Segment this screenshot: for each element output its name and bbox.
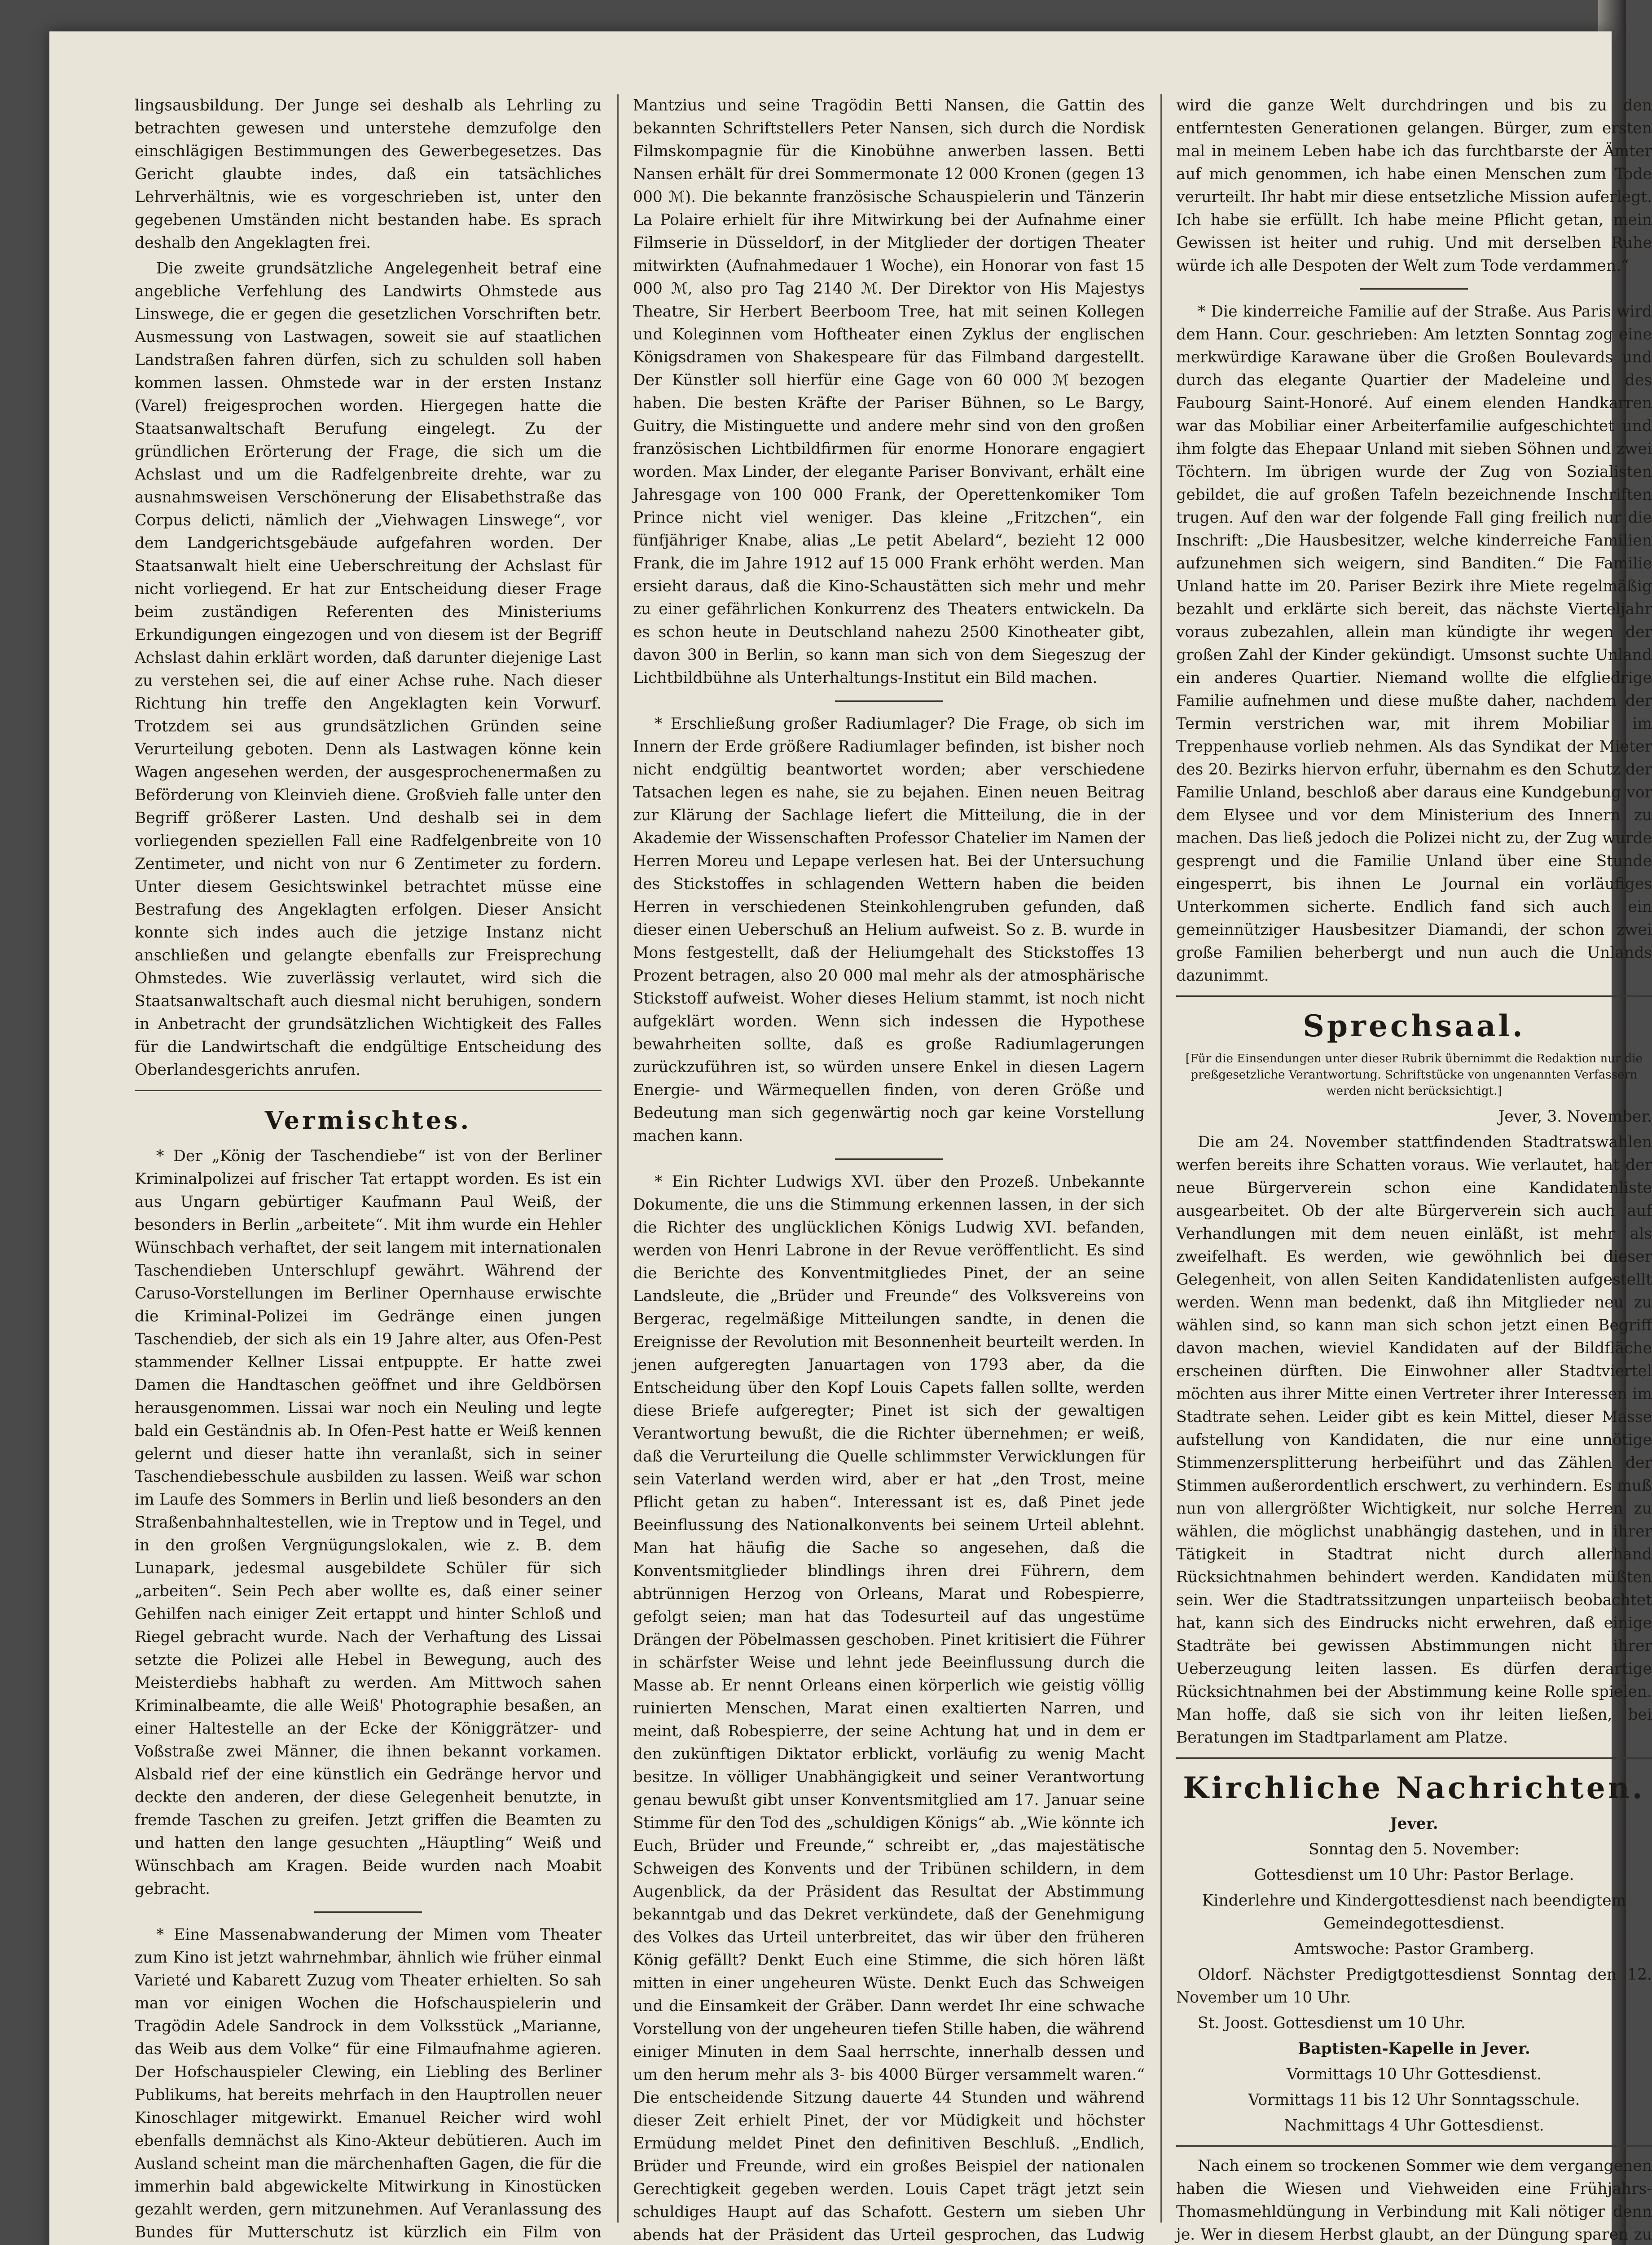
divider (314, 1911, 422, 1913)
section-heading-kirchliche: Kirchliche Nachrichten. (1183, 1770, 1645, 1805)
paragraph: Die zweite grundsätzliche Angelegenheit betraf eine angebliche Verfehlung des Landwirts Ohmstede aus Linswege, die er gegen die gesetzlichen Vorschriften betr. Ausmessung von Lastwagen, soweit sie auf staatlichen Landstraßen fahren dürfen, sich zu schulden soll haben kommen lassen. Ohmstede war in der ersten Instanz (Varel) freigesprochen worden. Hiergegen hatte die Staatsanwaltschaft Berufung eingelegt. Zu der gründlichen Erörterung der Frage, die sich um die Achslast und um die Radfelgenbreite drehte, war zu ausnahmsweisen Verschönerung der Elisabethstraße das Corpus delicti, nämlich der „Viehwagen Linswege“, vor dem Landgerichtsgebäude aufgefahren worden. Der Staatsanwalt hielt eine Ueberschreitung der Achslast für nicht vorliegend. Er hat zur Entscheidung dieser Frage beim zuständigen Referenten des Ministeriums Erkundigungen eingezogen und von diesem ist der Begriff Achslast dahin erklärt worden, daß darunter diejenige Last zu verstehen sei, die auf einer Achse ruhe. Nach dieser Richtung hin treffe den Angeklagten kein Vorwurf. Trotzdem sei aus grundsätzlichen Gründen seine Verurteilung geboten. Denn als Lastwagen könne kein Wagen angesehen werden, der ausgesprochenermaßen zu Beförderung von Kleinvieh diene. Großvieh falle unter den Begriff größerer Lasten. Und deshalb sei in dem vorliegenden speziellen Fall eine Radfelgenbreite von 10 Zentimeter, und nicht von nur 6 Zentimeter zu fordern. Unter diesem Gesichtswinkel betrachtet müsse eine Bestrafung des Angeklagten erfolgen. Dieser Ansicht konnte sich indes auch die jetzige Instanz nicht anschließen und gelangte ebenfalls zur Freisprechung Ohmstedes. Wie zuverlässig verlautet, wird sich die Staatsanwaltschaft auch diesmal nicht beruhigen, sondern in Anbetracht der grundsätzlichen Wichtigkeit des Falles für die Landwirtschaft die endgültige Entscheidung des Oberlandesgerichts anrufen. (135, 260, 602, 1079)
section-heading-sprechsaal: Sprechsaal. (1303, 1008, 1525, 1043)
divider (1360, 288, 1468, 290)
church-line: Amtswoche: Pastor Gramberg. (1294, 1940, 1534, 1958)
column-3 (1176, 94, 1652, 2245)
disclaimer: [Für die Einsendungen unter dieser Rubrik übernimmt die Redaktion nur die preßgesetzliche Verantwortung. Schriftstücke von ungenannten Verfassern werden nicht berücksichtigt.] (1185, 1052, 1643, 1098)
paragraph: lingsausbildung. Der Junge sei deshalb als Lehrling zu betrachten gewesen und unterstehe demzufolge den einschlägigen Bestimmungen des Gewerbegesetzes. Das Gericht glaubte indes, daß ein tatsächliches Lehrverhältnis, wie es vorgeschrieben ist, unter den gegebenen Umständen nicht bestanden habe. Es sprach deshalb den Angeklagten frei. (135, 97, 602, 252)
divider (835, 700, 943, 702)
article-mimen: * Eine Massenabwanderung der Mimen vom Theater zum Kino ist jetzt wahrnehmbar, ähnlich wie früher einmal Varieté und Kabarett Zuzug vom Theater erhielten. So sah man vor einigen Wochen die Hofschauspielerin und Tragödin Adele Sandrock in dem Volksstück „Marianne, das Weib aus dem Volke“ für eine Filmaufnahme agieren. Der Hofschauspieler Clewing, ein Liebling des Berliner Publikums, hat bereits mehrfach in den Hauptrollen neuer Kinoschlager mitgewirkt. Emanuel Reicher wird wohl ebenfalls demnächst als Kino-Akteur debütieren. Auch im Ausland scheint man die märchenhaften Gagen, die für die immerhin bald abgewickelte Mitwirkung in Kinostücken gezahlt werden, gern mitzunehmen. Auf Veranlassung des Bundes für Mutterschutz ist kürzlich ein Film von (135, 1926, 602, 2241)
newspaper-page (49, 31, 1652, 2245)
church-line: St. Joost. Gottesdienst um 10 Uhr. (1198, 2014, 1466, 2032)
church-line: Gottesdienst um 10 Uhr: Pastor Berlage. (1254, 1866, 1574, 1884)
church-line: Jever. (1390, 1815, 1438, 1833)
divider (835, 1158, 943, 1160)
article-mimen-continued: Mantzius und seine Tragödin Betti Nansen, die Gattin des bekannten Schriftstellers Peter Nansen, sich durch die Nordisk Filmskompagnie für die Kinobühne anwerben lassen. Betti Nansen erhält für drei Sommermonate 12 000 Kronen (gegen 13 000 ℳ). Die bekannte französische Schauspielerin und Tänzerin La Polaire erhielt für ihre Mitwirkung bei der Aufnahme einer Filmserie in Düsseldorf, in der Mitglieder der dortigen Theater mitwirkten (Aufnahmedauer 1 Woche), ein Honorar von fast 15 000 ℳ, also pro Tag 2140 ℳ. Der Direktor von His Majestys Theatre, Sir Herbert Beerboom Tree, hat mit seinen Kollegen und Koleginnen vom Hoftheater einen Zyklus der englischen Königsdramen von Shakespeare für das Filmband dargestellt. Der Künstler soll hierfür eine Gage von 60 000 ℳ bezogen haben. Die besten Kräfte der Pariser Bühnen, so Le Bargy, Guitry, die Mistinguette und andere mehr sind von den großen französischen Lichtbildfirmen für enorme Honorare engagiert worden. Max Linder, der elegante Pariser Bonvivant, erhält eine Jahresgage von 100 000 Frank, der Operettenkomiker Tom Prince nicht viel weniger. Das kleine „Fritzchen“, ein fünfjähriger Knabe, alias „Le petit Abelard“, bezieht 12 000 Frank, die im Jahre 1912 auf 15 000 Frank erhöht werden. Man ersieht daraus, daß die Kino-Schaustätten sich mehr und mehr zu einer gefährlichen Konkurrenz des Theaters entwickeln. Da es schon heute in Deutschland nahezu 2500 Kinotheater gibt, davon 300 in Berlin, so kann man sich von dem Siegeszug der Lichtbildbühne als Unterhaltungs-Institut ein Bild machen. (633, 97, 1145, 687)
divider (135, 1090, 602, 1091)
church-line: Vormittags 10 Uhr Gottesdienst. (1287, 2065, 1542, 2083)
dateline: Jever, 3. November. (1498, 1108, 1652, 1126)
section-heading-vermischtes: Vermischtes. (264, 1106, 472, 1135)
divider (1176, 2145, 1652, 2147)
church-line: Vormittags 11 bis 12 Uhr Sonntagsschule. (1248, 2091, 1580, 2109)
column-rule (617, 94, 619, 2223)
church-line: Nachmittags 4 Uhr Gottesdienst. (1284, 2117, 1544, 2135)
paragraph: wird die ganze Welt durchdringen und bis zu den entferntesten Generationen gelangen. Bürger, zum ersten mal in meinem Leben habe ich das furchtbarste der Ämter auf mich genommen, ich habe einen Menschen zum Tode verurteilt. Ihr habt mir diese entsetzliche Mission auferlegt. Ich habe sie erfüllt. Ich habe meine Pflicht getan, mein Gewissen ist heiter und ruhig. Und mit derselben Ruhe würde ich alle Despoten der Welt zum Tode verdammen.“ (1176, 97, 1652, 275)
article-radiumlager: * Erschließung großer Radiumlager? Die Frage, ob sich im Innern der Erde größere Radiumlager befinden, ist bisher noch nicht endgültig beantwortet worden; aber verschiedene Tatsachen legen es nahe, sie zu bejahen. Einen neuen Beitrag zur Klärung der Sachlage liefert die Mitteilung, die in der Akademie der Wissenschaften Professor Chatelier im Namen der Herren Moreu und Lepape verlesen hat. Bei der Untersuchung des Stickstoffes in schlagenden Wettern haben die beiden Herren in verschiedenen Steinkohlengruben gefunden, daß dieser einen Ueberschuß an Helium aufweist. So z. B. wurde in Mons festgestellt, daß der Heliumgehalt des Stickstoffes 13 Prozent betragen, also 20 000 mal mehr als der atmosphärische Stickstoff aufweist. Woher dieses Helium stammt, ist noch nicht aufgeklärt worden. Wenn sich indessen die Hypothese bewahrheiten sollte, daß es große Radiumlagerungen zurückzuführen ist, so würden unsere Enkel in diesen Lagern Energie- und Wärmequellen finden, von deren Größe und Bedeutung man sich gegenwärtig noch gar keine Vorstellung machen kann. (633, 715, 1145, 1145)
column-2 (633, 94, 1145, 2245)
article-kinderreiche-familie: * Die kinderreiche Familie auf der Straße. Aus Paris wird dem Hann. Cour. geschrieben: Am letzten Sonntag zog eine merkwürdige Karawane über die Großen Boulevards und durch das elegante Quartier der Madeleine und des Faubourg Saint-Honoré. Auf einem elenden Handkarren war das Mobiliar einer Arbeiterfamilie aufgeschichtet und ihm folgte das Ehepaar Unland mit sieben Söhnen und zwei Töchtern. Im übrigen wurde der Zug von Sozialisten gebildet, die auf großen Tafeln bezeichnende Inschriften trugen. Auf den war der folgende Fall ging freilich nur die Inschrift: „Die Hausbesitzer, welche kinderreiche Familien aufzunehmen sich weigern, sind Banditen.“ Die Familie Unland hatte im 20. Pariser Bezirk ihre Miete regelmäßig bezahlt und erklärte sich bereit, das nächste Vierteljahr voraus zubezahlen, allein man kündigte ihr wegen der großen Zahl der Kinder gekündigt. Umsonst suchte Unland ein anderes Quartier. Niemand wollte die elfgliedrige Familie aufnehmen und diese mußte daher, nachdem der Termin verstrichen war, mit ihrem Mobiliar im Treppenhause vorlieb nehmen. Als das Syndikat der Mieter des 20. Bezirks hiervon erfuhr, übernahm es den Schutz der Familie Unland, beschloß aber daraus eine Kundgebung vor dem Elysee und vor dem Ministerium des Innern zu machen. Das ließ jedoch die Polizei nicht zu, der Zug wurde gesprengt und die Familie Unland über eine Stunde eingesperrt, bis ihnen Le Journal ein vorläufiges Unterkommen sicherte. Endlich fand sich auch ein gemeinnütziger Hausbesitzer Diamandi, der schon zwei große Familien beherbergt und nun auch die Unlands dazunimmt. (1176, 303, 1652, 985)
closing-notice: Nach einem so trockenen Sommer wie dem vergangenen haben die Wiesen und Viehweiden eine Frühjahrs-Thomasmehldüngung in Verbindung mit Kali nötiger denn je. Wer in diesem Herbst glaubt, an der Düngung sparen zu (1176, 2157, 1652, 2244)
church-line: Baptisten-Kapelle in Jever. (1298, 2040, 1530, 2058)
divider (1176, 1757, 1652, 1759)
article-taschendiebe: * Der „König der Taschendiebe“ ist von der Berliner Kriminalpolizei auf frischer Tat ertappt worden. Es ist ein aus Ungarn gebürtiger Kaufmann Paul Weiß, der besonders in Berlin „arbeitete“. Mit ihm wurde ein Hehler Wünschbach verhaftet, der seit langem mit internationalen Taschendieben Unterschlupf gewährt. Während der Caruso-Vorstellungen im Berliner Opernhause erwischte die Kriminal-Polizei im Gedränge einen jungen Taschendieb, der sich als ein 19 Jahre alter, aus Ofen-Pest stammender Kellner Lissai entpuppte. Er hatte zwei Damen die Handtaschen geöffnet und ihre Geldbörsen herausgenommen. Lissai war noch ein Neuling und legte bald ein Geständnis ab. In Ofen-Pest hatte er Weiß kennen gelernt und dieser hatte ihn veranlaßt, sich in seiner Taschendiebesschule ausbilden zu lassen. Weiß war schon im Laufe des Sommers in Berlin und ließ besonders an den Straßenbahnhaltestellen, wie in Treptow und in Tegel, und in den großen Vergnügungslokalen, wie z. B. dem Lunapark, jedesmal ausgebildete Schüler für sich „arbeiten“. Sein Pech aber wollte es, daß einer seiner Gehilfen nach einiger Zeit ertappt und hinter Schloß und Riegel gebracht wurde. Nach der Verhaftung des Lissai setzte die Polizei alle Hebel in Bewegung, auch des Meisterdiebs habhaft zu werden. Am Mittwoch sahen Kriminalbeamte, die alle Weiß' Photographie besaßen, an einer Haltestelle an der Ecke der Königgrätzer- und Voßstraße zwei Männer, die ihnen bekannt vorkamen. Alsbald rief der eine künstlich ein Gedränge hervor und deckte den anderen, der diese Gelegenheit benutzte, in fremde Taschen zu greifen. Jetzt griffen die Beamten zu und hatten den lange gesuchten „Häuptling“ Weiß und Wünschbach am Kragen. Beide wurden nach Moabit gebracht. (135, 1147, 602, 1898)
article-richter-ludwigs: * Ein Richter Ludwigs XVI. über den Prozeß. Unbekannte Dokumente, die uns die Stimmung erkennen lassen, in der sich die Richter des unglücklichen Königs Ludwig XVI. befanden, werden von Henri Labrone in der Revue veröffentlicht. Es sind die Berichte des Konventmitgliedes Pinet, der an seine Landsleute, die „Brüder und Freunde“ des Volksvereins von Bergerac, regelmäßige Mitteilungen sandte, in denen die Ereignisse der Revolution mit Besonnenheit beurteilt werden. In jenen aufgeregten Januartagen von 1793 aber, da die Entscheidung über den Kopf Louis Capets fallen sollte, werden diese Briefe aufgeregter; Pinet ist sich der gewaltigen Verantwortung bewußt, die die Richter übernehmen; er weiß, daß die Verurteilung die Quelle schlimmster Verwicklungen für sein Vaterland werden wird, aber er hat „den Trost, meine Pflicht getan zu haben“. Interessant ist es, daß Pinet jede Beeinflussung des Nationalkonvents bei seinem Urteil ablehnt. Man hat häufig die Sache so angesehen, daß die Konventsmitglieder blindlings ihren drei Führern, dem abtrünnigen Herzog von Orleans, Marat und Robespierre, gefolgt seien; man hat das Todesurteil auf das ungestüme Drängen der Pöbelmassen geschoben. Pinet kritisiert die Führer in schärfster Weise und lehnt jede Beeinflussung durch die Masse ab. Er nennt Orleans einen körperlich wie geistig völlig ruinierten Menschen, Marat einen exaltierten Narren, und meint, daß Robespierre, der seine Achtung hat und in dem er den zukünftigen Diktator erblickt, vorläufig zu wenig Macht besitze. In völliger Unabhängigkeit und seiner Verantwortung genau bewußt gibt unser Konventsmitglied am 17. Januar seine Stimme für den Tod des „schuldigen Königs“ ab. „Wie könnte ich Euch, Brüder und Freunde,“ schreibt er, „das majestätische Schweigen des Konvents und der Tribünen schildern, in dem Augenblick, da der Präsident das Resultat der Abstimmung bekanntgab und das Dekret verkündete, daß der Genehmigung des Volkes das Urteil unterbreitet, das wir über den früheren König gefällt? Denkt Euch eine Stimme, die sich hören läßt mitten in einer ungeheuren Wüste. Denkt Euch das Schweigen und die Einsamkeit der Gräber. Dann werdet Ihr eine schwache Vorstellung von der ungeheuren tiefen Stille haben, die während einiger Minuten in dem Saal herrschte, innerhalb dessen und um den herum mehr als 3- bis 4000 Bürger versammelt waren.“ Die entscheidende Sitzung dauerte 44 Stunden und während dieser Zeit erhielt Pinet, der vor Müdigkeit und höchster Ermüdung meldet Pinet den definitiven Beschluß. „Endlich, Brüder und Freunde, wird ein großes Beispiel der nationalen Gerechtigkeit gegeben werden. Louis Capet trägt jetzt sein schuldiges Haupt auf das Schafott. Gestern um sieben Uhr abends hat der Präsident das Urteil gesprochen, das Ludwig (633, 1173, 1145, 2244)
church-line: Kinderlehre und Kindergottesdienst nach beendigtem Gemeindegottesdienst. (1202, 1892, 1626, 1932)
church-line: Oldorf. Nächster Predigtgottesdienst Sonntag den 12. November um 10 Uhr. (1176, 1966, 1652, 2007)
divider (1176, 995, 1652, 997)
column-1 (135, 94, 602, 2245)
church-line: Sonntag den 5. November: (1308, 1840, 1520, 1858)
column-rule (1160, 94, 1162, 2223)
letter: Die am 24. November stattfindenden Stadtratswahlen werfen bereits ihre Schatten voraus. Wie verlautet, hat der neue Bürgerverein schon eine Kandidatenliste ausgearbeitet. Ob der alte Bürgerverein sich auch auf Verhandlungen mit dem neuen einläßt, ist mehr als zweifelhaft. Es werden, wie gewöhnlich bei dieser Gelegenheit, von allen Seiten Kandidatenlisten aufgestellt werden. Wenn man bedenkt, daß ihn Mitglieder neu zu wählen sind, so kann man sich schon jetzt einen Begriff davon machen, wieviel Kandidaten auf der Bildfläche erscheinen dürften. Die Einwohner aller Stadtviertel möchten aus ihrer Mitte einen Vertreter ihrer Interessen im Stadtrate sehen. Leider gibt es kein Mittel, dieser Masse aufstellung von Kandidaten, die nur eine unnötige Stimmenzersplitterung herbeiführt und das Zählen der Stimmen außerordentlich erschwert, zu verhindern. Es muß nun von allergrößter Wichtigkeit, nur solche Herren zu wählen, die möglichst unabhängig dastehen, und in ihrer Tätigkeit in Stadtrat nicht durch allerhand Rücksichtnahmen behindert werden. Kandidaten müßten sein. Wer die Stadtratssitzungen unparteiisch beobachtet hat, kann sich des Eindrucks nicht erwehren, daß einige Stadträte bei gewissen Abstimmungen nicht ihrer Ueberzeugung leiten lassen. Es dürfen derartige Rücksichtnahmen bei der Abstimmung keine Rolle spielen. Man hoffe, daß sie sich von ihr leiten ließen, bei Beratungen im Stadtparlament am Platze. (1176, 1133, 1652, 1747)
